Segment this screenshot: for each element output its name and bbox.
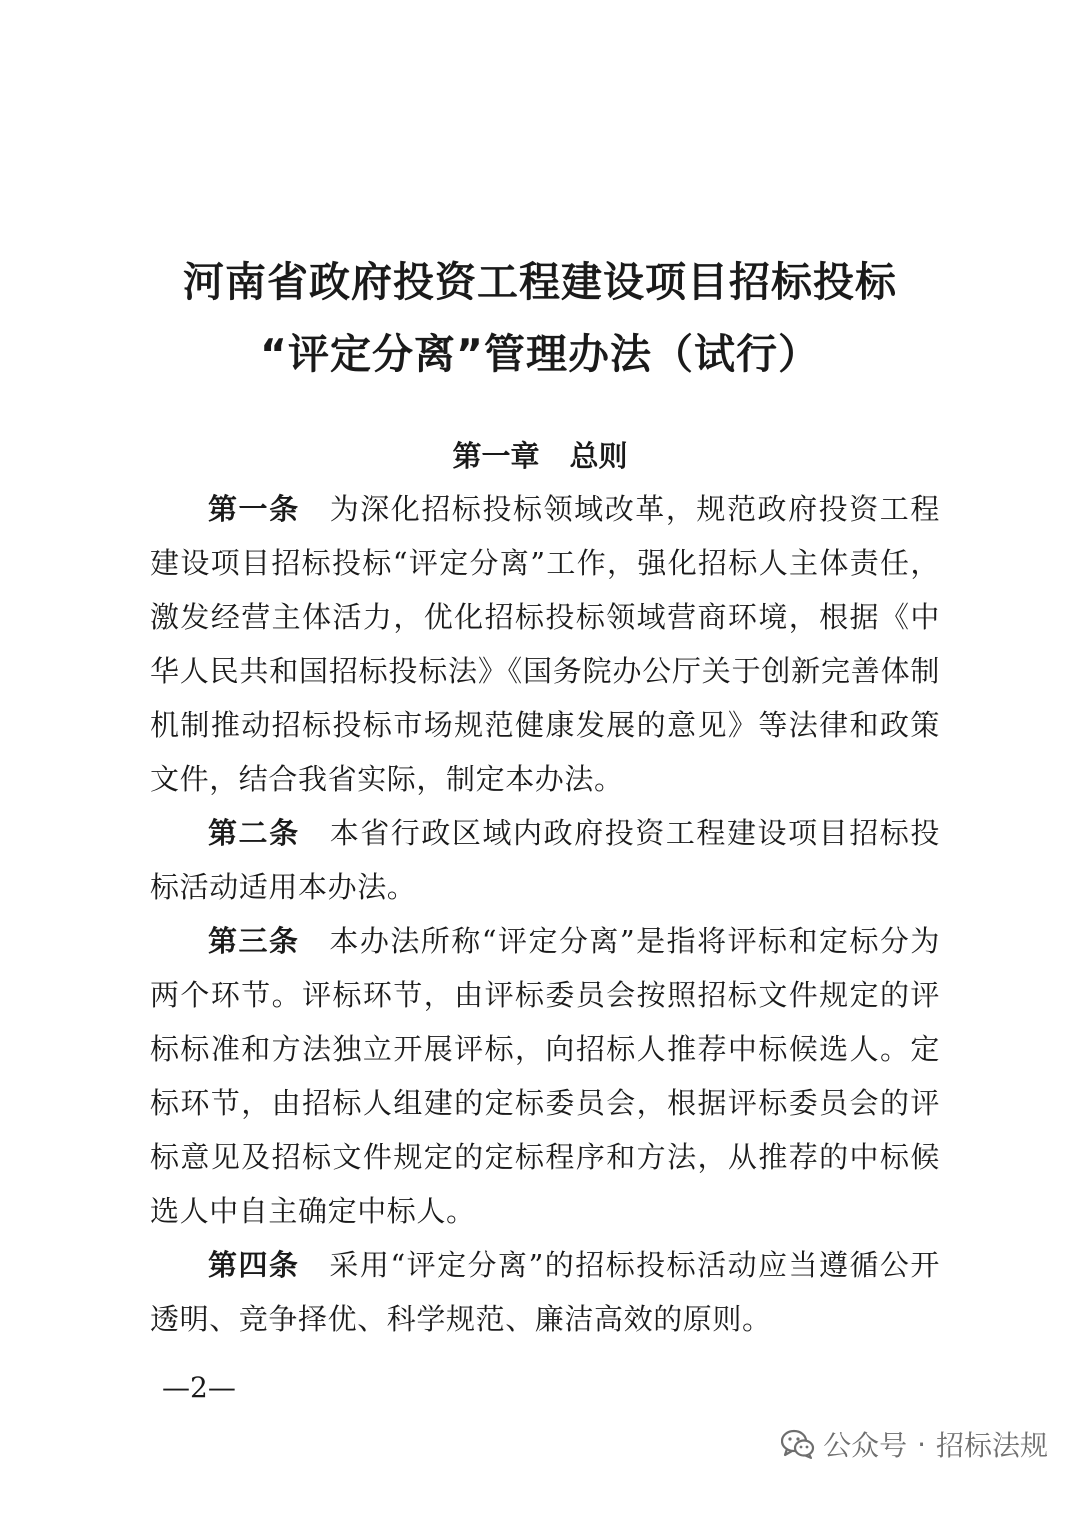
article-2 [150,806,940,914]
article-1 [150,482,940,806]
watermark-platform: 公众号 [823,1429,908,1462]
chapter-name: 总则 [569,439,628,473]
article-label: 第三条 [208,924,300,958]
article-3 [150,914,940,1238]
wechat-watermark [781,1424,1048,1464]
document-title-line-1: 河南省政府投资工程建设项目招标投标 [183,258,897,306]
chapter-heading [0,439,1080,473]
article-text: 本省行政区域内政府投资工程建设项目招标投标活动适用本办法。 [150,816,940,904]
chapter-number: 第一章 [452,439,540,473]
document-title-line-2: “评定分离”管理办法（试行） [260,330,820,378]
wechat-icon [781,1429,815,1459]
article-text: 采用“评定分离”的招标投标活动应当遵循公开透明、竞争择优、科学规范、廉洁高效的原则。 [150,1248,940,1336]
watermark-account: 招标法规 [935,1429,1048,1462]
article-4 [150,1238,940,1346]
page-number: —2— [162,1371,236,1404]
article-text: 为深化招标投标领域改革，规范政府投资工程建设项目招标投标“评定分离”工作，强化招标人主体责任，激发经营主体活力，优化招标投标领域营商环境，根据《中华人民共和国招标投标法》《国务院办公厅关于创新完善体制机制推动招标投标市场规范健康发展的意见》等法律和政策文件，结合我省实际，制定本办法。 [150,492,940,796]
article-text: 本办法所称“评定分离”是指将评标和定标分为两个环节。评标环节，由评标委员会按照招标文件规定的评标标准和方法独立开展评标，向招标人推荐中标候选人。定标环节，由招标人组建的定标委员会，根据评标委员会的评标意见及招标文件规定的定标程序和方法，从推荐的中标候选人中自主确定中标人。 [150,924,940,1228]
article-label: 第四条 [208,1248,300,1282]
article-label: 第一条 [208,492,300,526]
watermark-separator: · [917,1427,926,1461]
article-label: 第二条 [208,816,300,850]
